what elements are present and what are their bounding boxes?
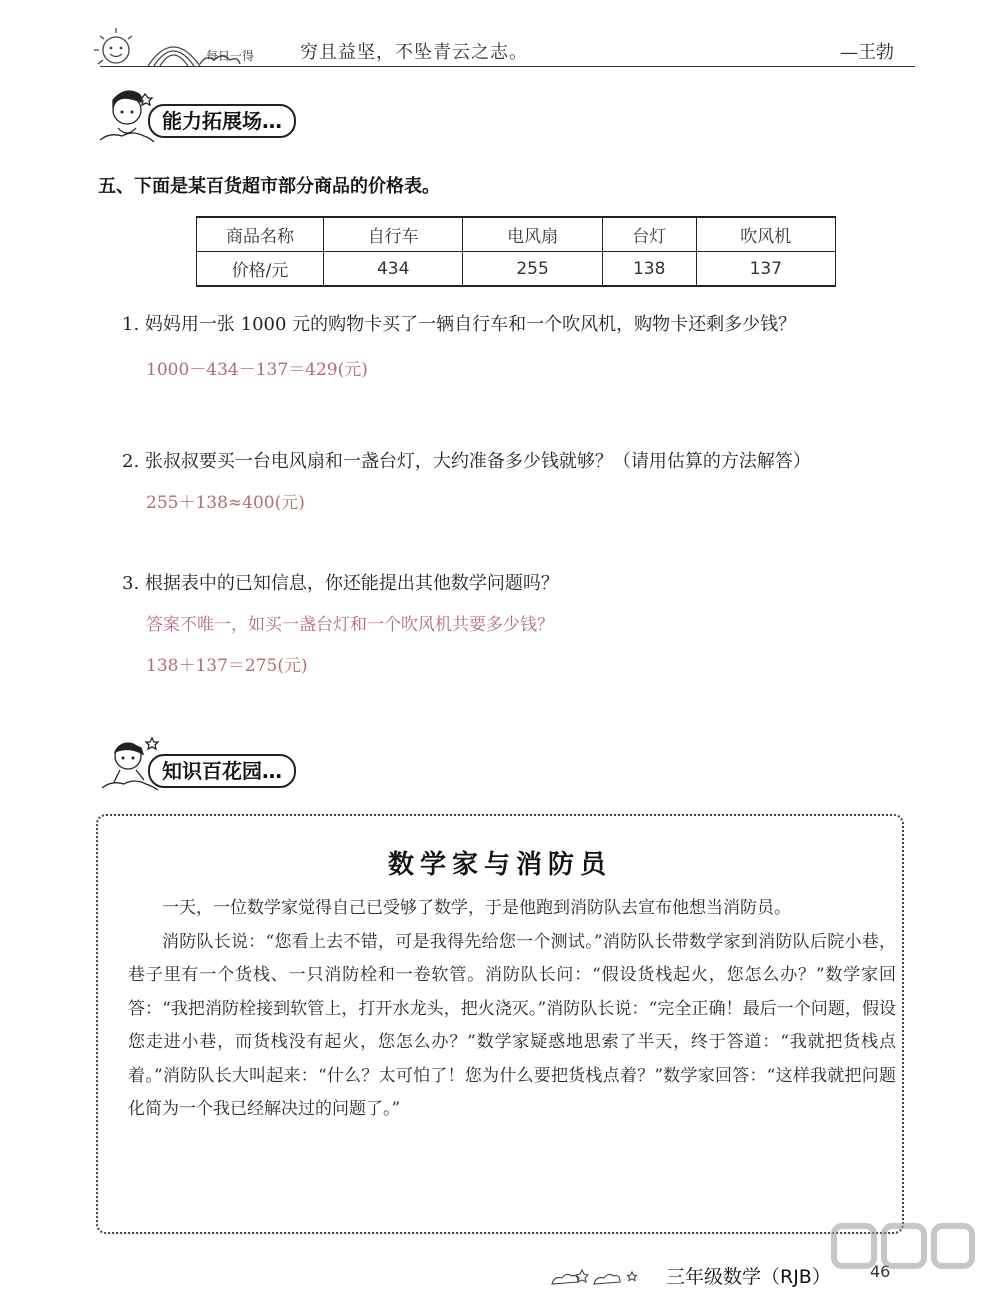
table-row — [197, 252, 836, 287]
section-label-ability: 能力拓展场… — [148, 104, 296, 138]
answer-3-line1: 答案不唯一，如买一盏台灯和一个吹风机共要多少钱？ — [146, 615, 554, 635]
header-author: —王勃 — [840, 42, 894, 63]
story-title: 数学家与消防员 — [387, 850, 612, 880]
story-paragraph: 消防队长说：“您看上去不错，可是我得先给您一个测试。”消防队长带数学家到消防队后院小巷，巷子里有一个货栈、一只消防栓和一卷软管。消防队长问：“假设货栈起火，您怎么办？”数学家回答：“我把消防栓接到软管上，打开水龙头，把火浇灭。”消防队长说：“完全正确！最后一个问题，假设您走进小巷，而货栈没有起火，您怎么办？”数学家疑惑地思索了半天，终于答道：“我就把货栈点着。”消防队长大叫起来：“什么？太可怕了！您为什么要把货栈点着？”数学家回答：“这样我就把问题化简为一个我已经解决过的问题了。” — [128, 931, 896, 1119]
table-header-row — [197, 217, 836, 252]
watermark-logo-icon — [828, 1218, 978, 1298]
question-title: 五、下面是某百货超市部分商品的价格表。 — [98, 176, 440, 197]
header-quote: 穷且益坚，不坠青云之志。 — [300, 42, 528, 63]
table-cell: 137 — [696, 252, 835, 287]
question-item-3: 3. 根据表中的已知信息，你还能提出其他数学问题吗？ — [122, 573, 559, 594]
table-cell: 价格/元 — [197, 252, 324, 287]
story-paragraph: 一天，一位数学家觉得自己已受够了数学，于是他跑到消防队去宣布他想当消防员。 — [162, 898, 791, 918]
answer-1: 1000－434－137＝429(元) — [146, 360, 368, 380]
header-rule — [100, 66, 915, 67]
section-label-knowledge: 知识百花园… — [148, 754, 296, 788]
daily-label: 每日一得 — [206, 49, 255, 63]
table-cell: 吹风机 — [696, 217, 835, 252]
table-cell: 电风扇 — [463, 217, 602, 252]
answer-3: 138＋137＝275(元) — [146, 656, 308, 676]
story-body — [128, 892, 896, 1127]
sun-rainbow-icon — [88, 20, 298, 68]
answer-2: 255＋138≈400(元) — [146, 493, 305, 513]
question-item-1: 1. 妈妈用一张 1000 元的购物卡买了一辆自行车和一个吹风机，购物卡还剩多少钱？ — [122, 314, 797, 335]
table-cell: 商品名称 — [197, 217, 324, 252]
footer-grade: 三年级数学（RJB） — [666, 1266, 831, 1288]
cloud-stars-icon — [548, 1262, 660, 1290]
page-number: 46 — [870, 1262, 891, 1281]
price-table — [196, 216, 836, 287]
table-cell: 255 — [463, 252, 602, 287]
table-cell: 自行车 — [324, 217, 463, 252]
question-item-2: 2. 张叔叔要买一台电风扇和一盏台灯，大约准备多少钱就够？（请用估算的方法解答） — [122, 451, 811, 472]
table-cell: 台灯 — [602, 217, 696, 252]
table-cell: 138 — [602, 252, 696, 287]
table-cell: 434 — [324, 252, 463, 287]
